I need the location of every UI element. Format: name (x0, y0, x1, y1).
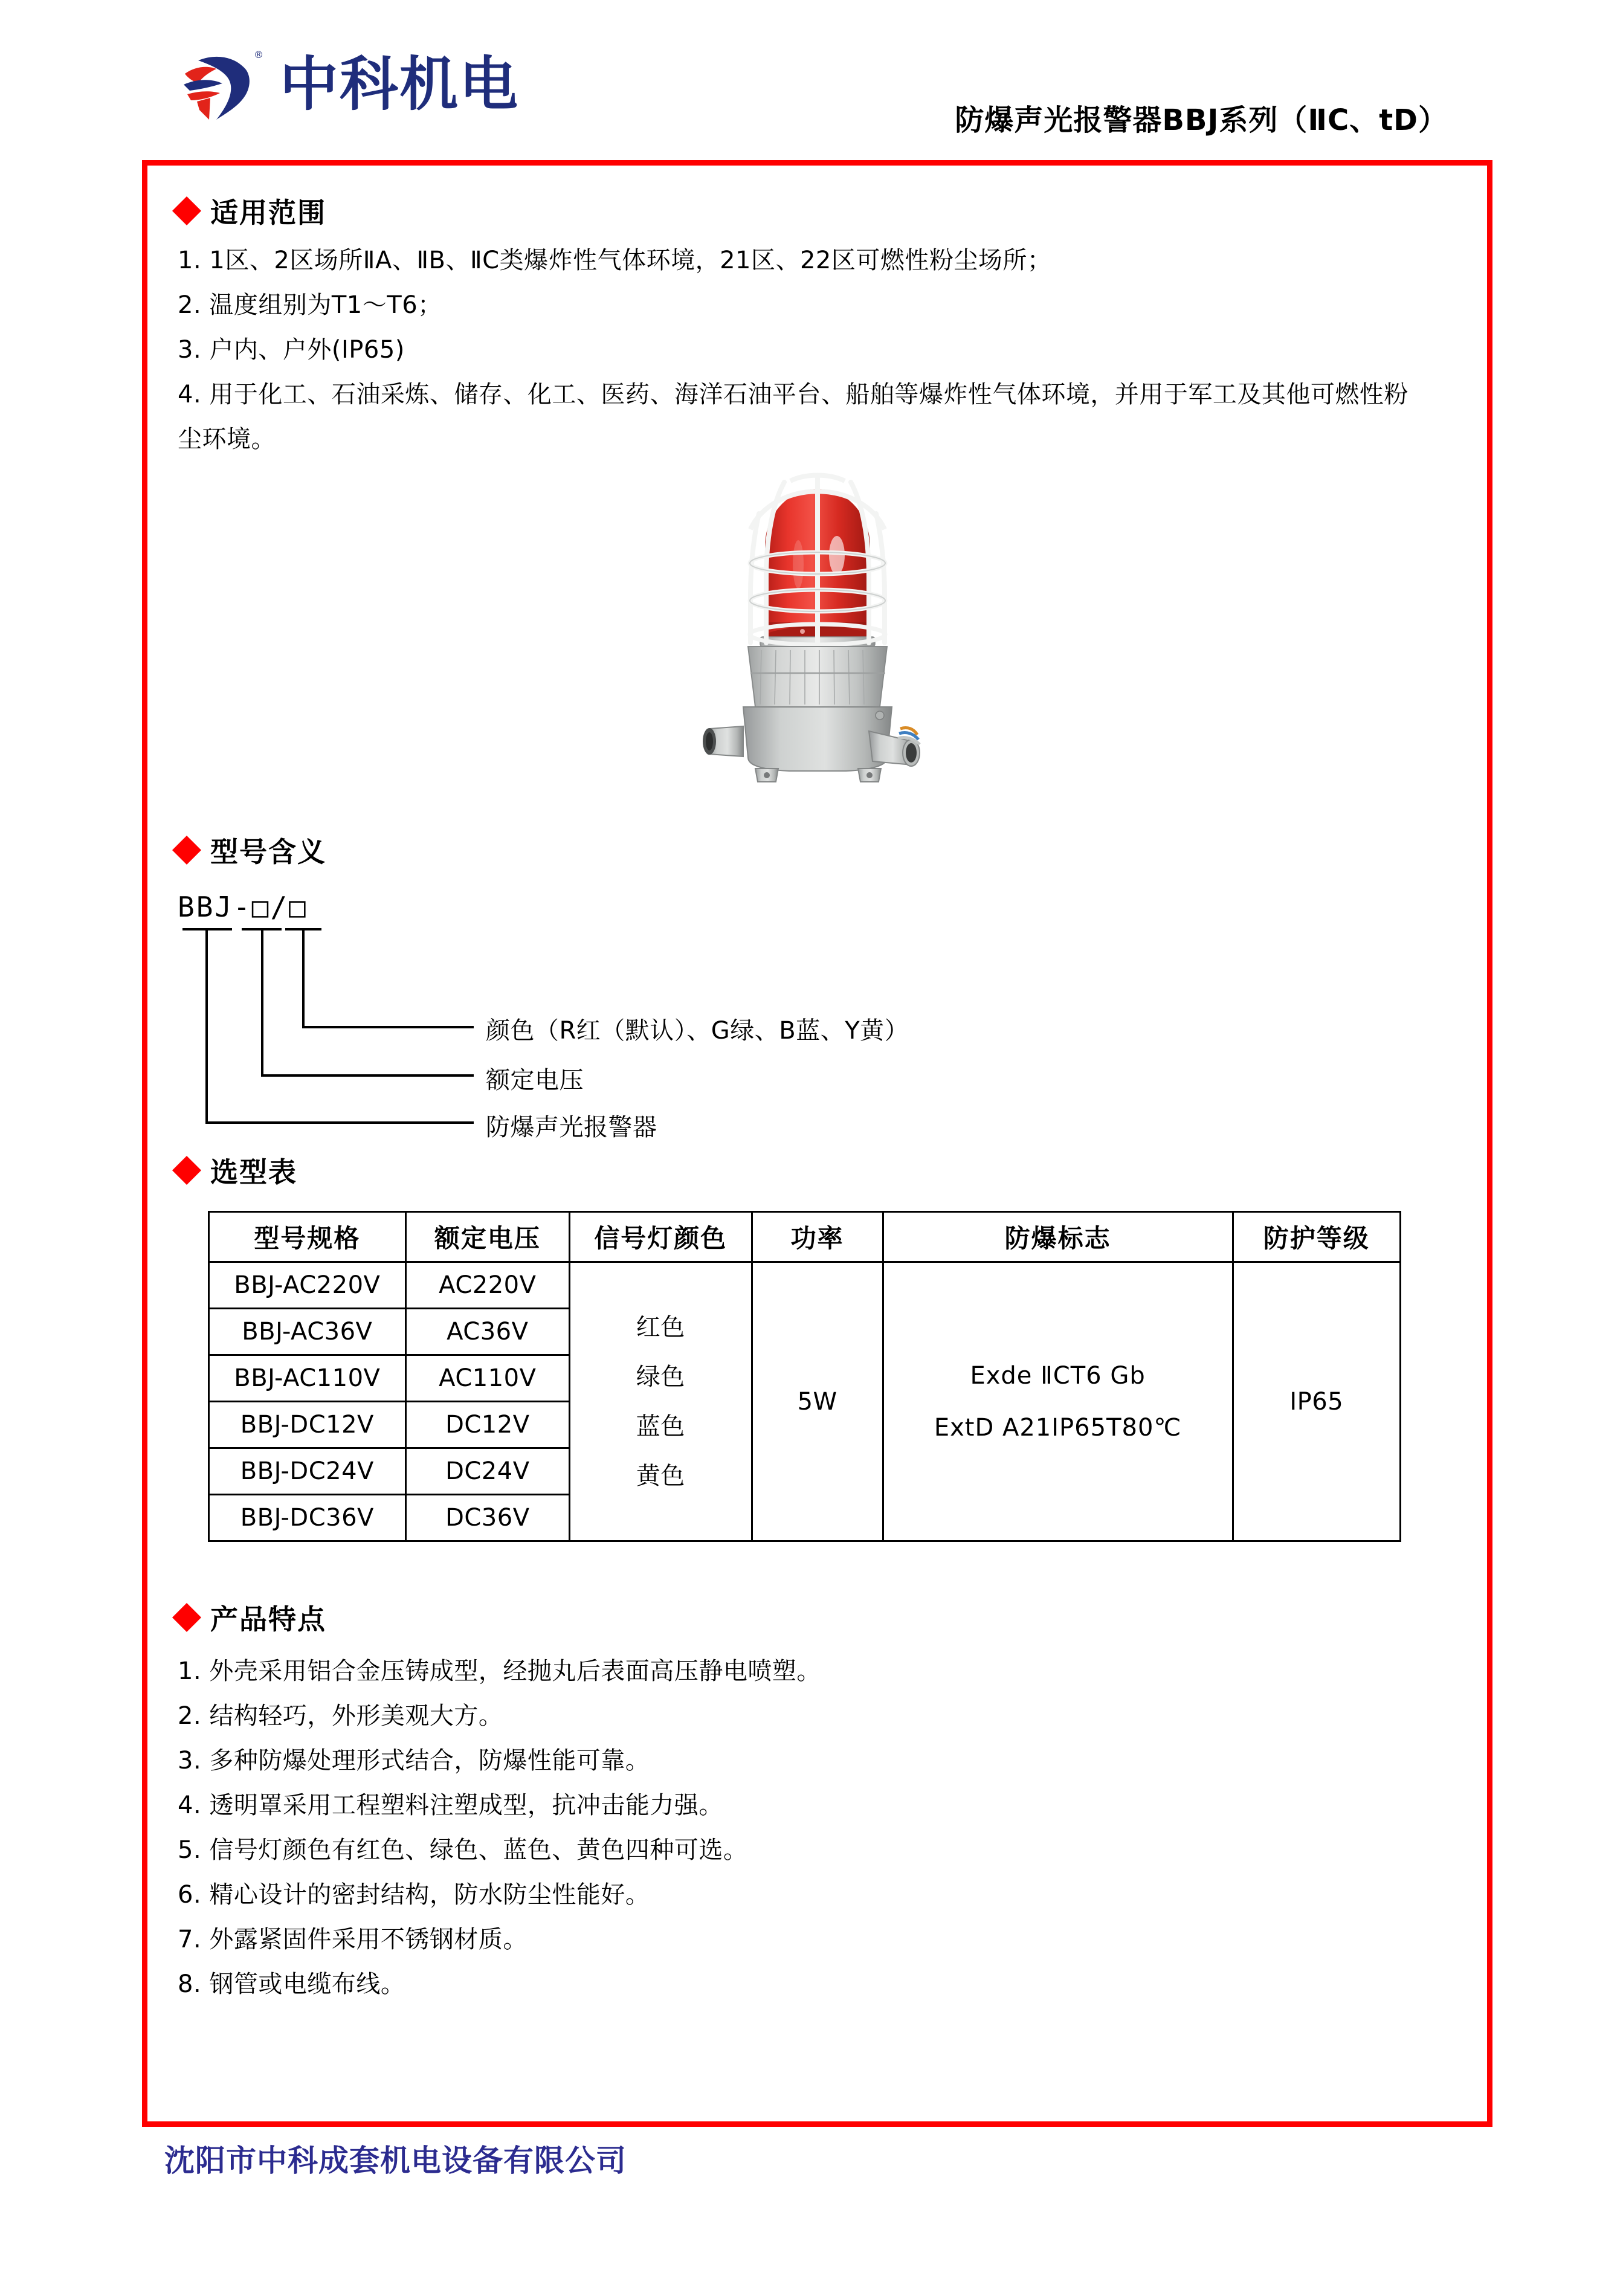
model-label-voltage: 额定电压 (486, 1066, 584, 1094)
model-label-product: 防爆声光报警器 (486, 1114, 657, 1141)
table-row (209, 1262, 1401, 1309)
page-title: 防爆声光报警器BBJ系列（ⅡC、tD） (955, 103, 1448, 137)
product-photo-beacon (688, 456, 947, 794)
section-title-features: 产品特点 (210, 1603, 326, 1636)
footer-company-name: 沈阳市中科成套机电设备有限公司 (164, 2143, 627, 2178)
lamp-color-red: 红色 (636, 1313, 685, 1341)
logo-wordmark: 中科机电 (280, 50, 519, 118)
feature-item: 1. 外壳采用铝合金压铸成型，经抛丸后表面高压静电喷塑。 (178, 1657, 821, 1685)
feature-item: 6. 精心设计的密封结构，防水防尘性能好。 (178, 1881, 650, 1909)
col-header-voltage: 额定电压 (405, 1212, 569, 1262)
diamond-bullet-icon (172, 1156, 201, 1185)
feature-item-list (178, 1649, 1428, 2007)
diamond-bullet-icon (172, 196, 201, 225)
feature-item: 4. 透明罩采用工程塑料注塑成型，抗冲击能力强。 (178, 1791, 723, 1819)
col-header-power: 功率 (752, 1212, 883, 1262)
cell-voltage: AC110V (405, 1355, 569, 1402)
cell-ex-mark (883, 1262, 1233, 1541)
col-header-model: 型号规格 (209, 1212, 406, 1262)
page-header (0, 0, 1623, 160)
ex-mark-line-2: ExtD A21IP65T80℃ (934, 1413, 1182, 1442)
cell-voltage: DC36V (405, 1495, 569, 1541)
selection-table (208, 1211, 1401, 1542)
selection-table-container (208, 1211, 1401, 1542)
table-header-row (209, 1212, 1401, 1262)
cell-voltage: AC36V (405, 1309, 569, 1355)
section-title-selection: 选型表 (210, 1156, 297, 1188)
cell-power: 5W (752, 1262, 883, 1541)
company-logo (174, 42, 549, 127)
scope-item: 1. 1区、2区场所ⅡA、ⅡB、ⅡC类爆炸性气体环境，21区、22区可燃性粉尘场所； (178, 247, 1052, 274)
section-heading-selection (176, 1150, 297, 1190)
feature-item: 2. 结构轻巧，外形美观大方。 (178, 1702, 503, 1730)
diamond-bullet-icon (172, 836, 201, 865)
section-heading-scope (176, 191, 326, 231)
cell-lamp-colors (570, 1262, 752, 1541)
page-footer (0, 2127, 1623, 2296)
cell-voltage: DC24V (405, 1448, 569, 1495)
lamp-color-blue: 蓝色 (636, 1412, 685, 1440)
cell-voltage: AC220V (405, 1262, 569, 1309)
cell-model: BBJ-AC36V (209, 1309, 406, 1355)
col-header-ex-mark: 防爆标志 (883, 1212, 1233, 1262)
feature-item: 3. 多种防爆处理形式结合，防爆性能可靠。 (178, 1747, 650, 1775)
feature-item: 5. 信号灯颜色有红色、绿色、蓝色、黄色四种可选。 (178, 1836, 748, 1864)
feature-item: 7. 外露紧固件采用不锈钢材质。 (178, 1926, 528, 1953)
cell-voltage: DC12V (405, 1402, 569, 1448)
ex-mark-line-1: Exde ⅡCT6 Gb (970, 1361, 1146, 1390)
model-code-text: BBJ-□/□ (178, 891, 308, 923)
product-photo-container (147, 456, 1487, 794)
cell-model: BBJ-AC220V (209, 1262, 406, 1309)
model-designation-diagram (172, 891, 1199, 1156)
lamp-color-yellow: 黄色 (636, 1462, 685, 1490)
col-header-protection: 防护等级 (1233, 1212, 1400, 1262)
logo-emblem-icon (174, 42, 277, 127)
cell-protection: IP65 (1233, 1262, 1400, 1541)
section-heading-features (176, 1598, 326, 1637)
feature-item: 8. 钢管或电缆布线。 (178, 1970, 405, 1998)
svg-text:®: ® (254, 49, 263, 60)
cell-model: BBJ-DC24V (209, 1448, 406, 1495)
cell-model: BBJ-DC36V (209, 1495, 406, 1541)
scope-item: 3. 户内、户外(IP65) (178, 336, 405, 364)
cell-model: BBJ-AC110V (209, 1355, 406, 1402)
section-title-model: 型号含义 (210, 836, 326, 868)
section-heading-model (176, 830, 326, 870)
col-header-lamp-color: 信号灯颜色 (570, 1212, 752, 1262)
scope-item: 4. 用于化工、石油采炼、储存、化工、医药、海洋石油平台、船舶等爆炸性气体环境，并用于军工及其他可燃性粉尘环境。 (178, 381, 1408, 453)
diamond-bullet-icon (172, 1603, 201, 1632)
section-title-scope: 适用范围 (210, 196, 326, 229)
model-label-color: 颜色（R红（默认）、G绿、B蓝、Y黄） (486, 1017, 909, 1045)
scope-item-list (178, 238, 1428, 462)
scope-item: 2. 温度组别为T1～T6； (178, 291, 442, 319)
page-content (147, 166, 1487, 2121)
lamp-color-green: 绿色 (636, 1362, 685, 1391)
cell-model: BBJ-DC12V (209, 1402, 406, 1448)
